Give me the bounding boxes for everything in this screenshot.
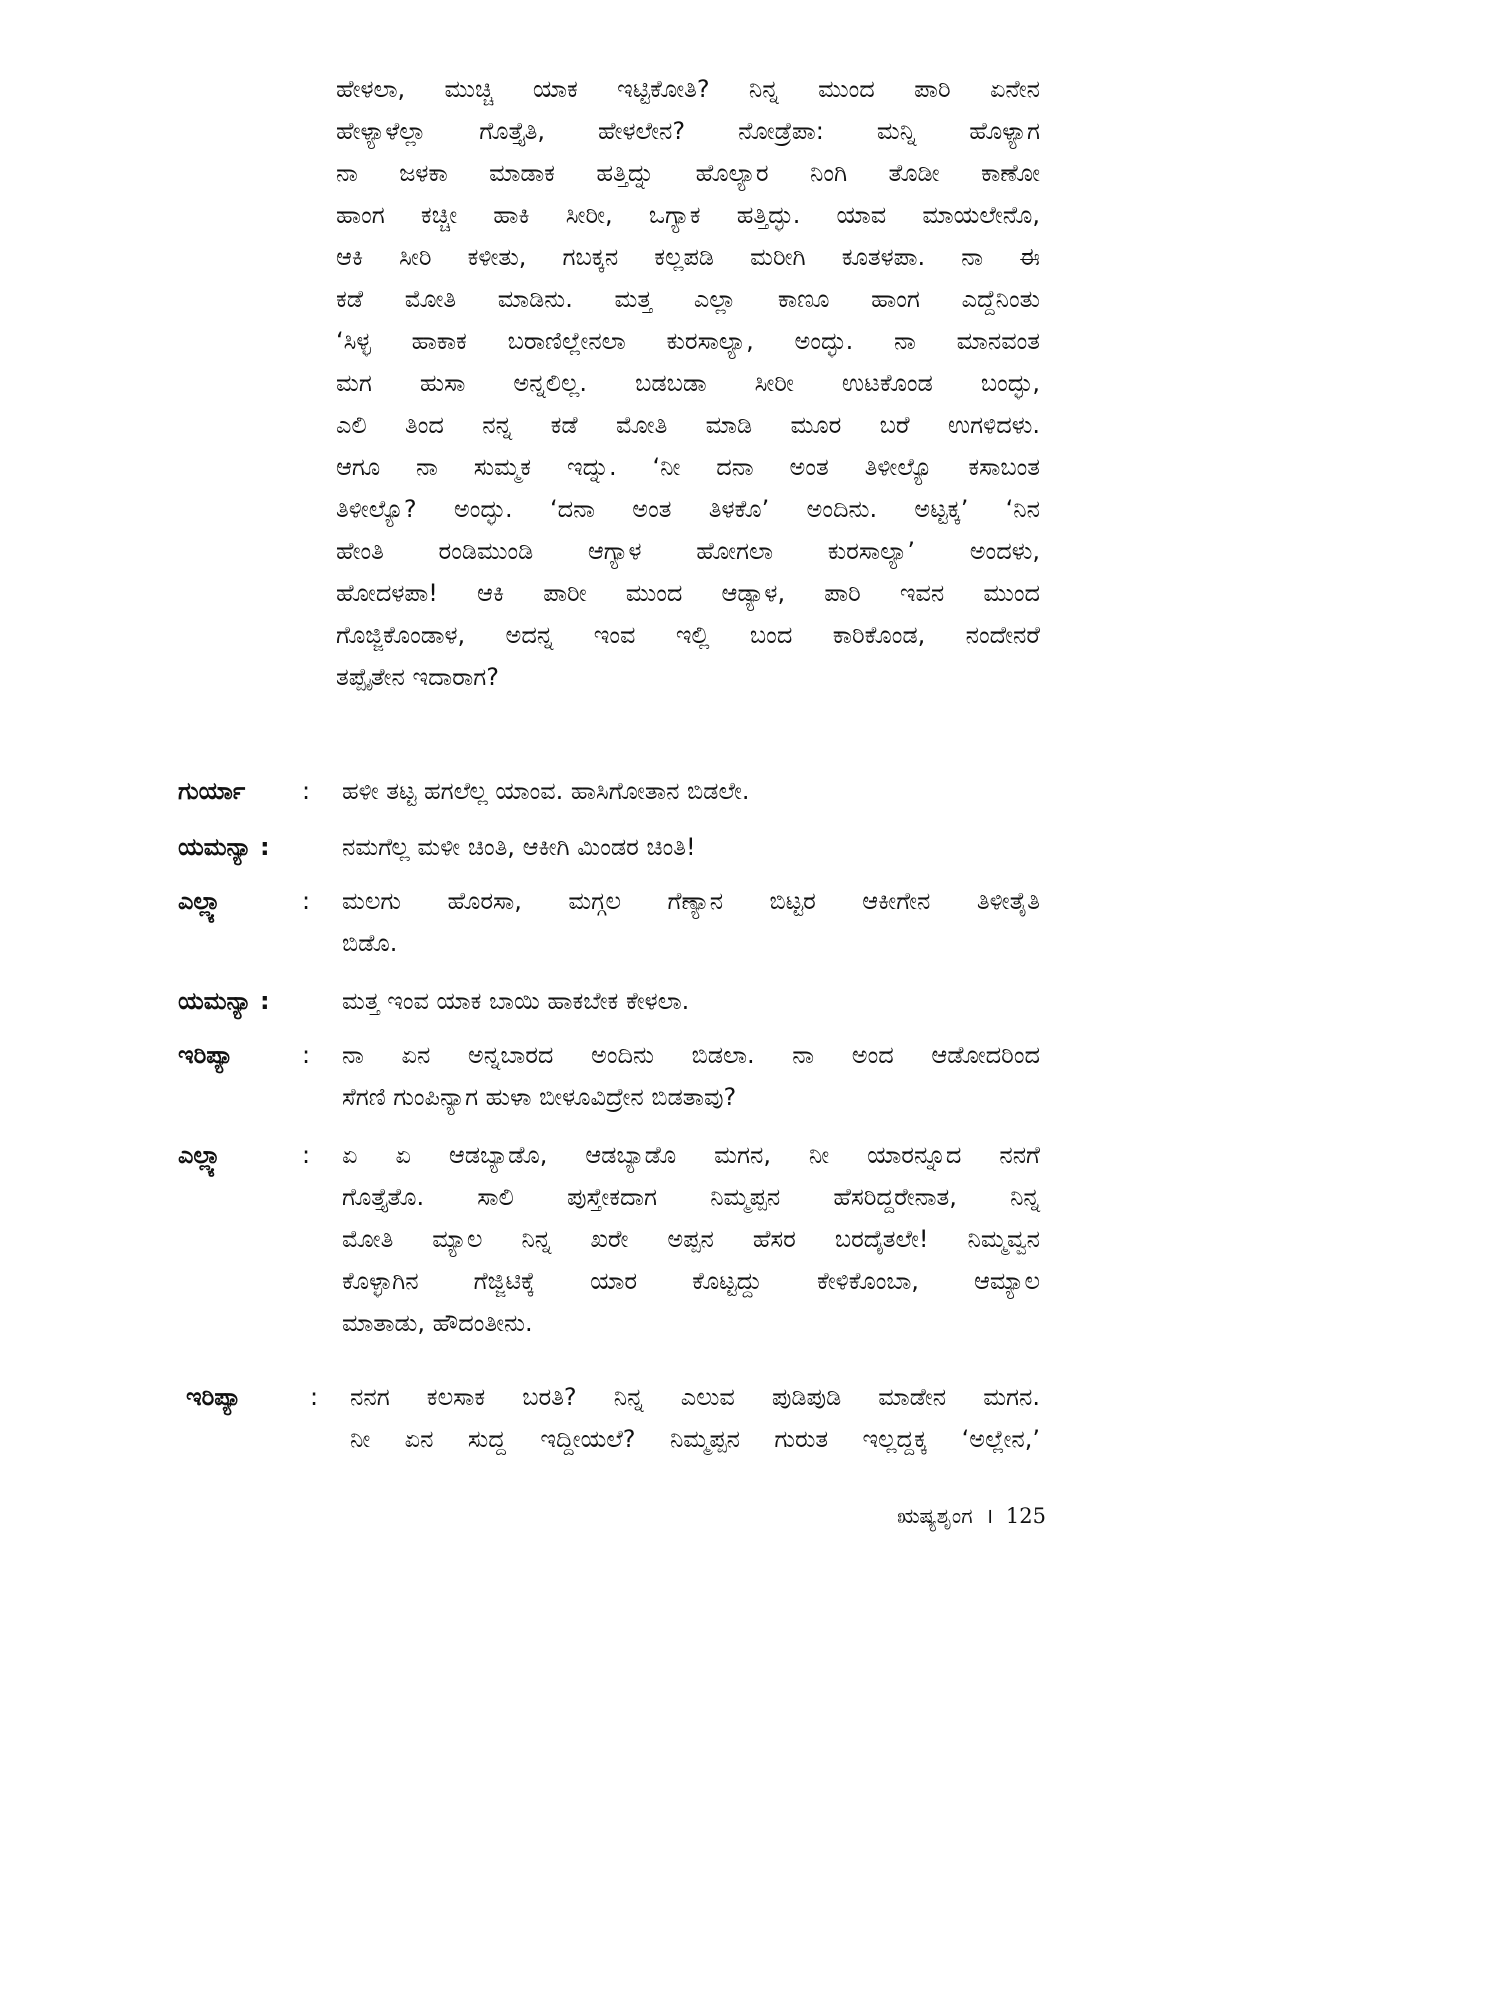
speaker-name: ಇರಿಪ್ಯಾ xyxy=(178,1041,234,1069)
speaker-colon: : xyxy=(302,1141,311,1169)
text-line: ನನಗ ಕಲಸಾಕ ಬರತಿ? ನಿನ್ನ ಎಲುವ ಪುಡಿಪುಡಿ ಮಾಡೇನ ಮಗನ. xyxy=(350,1383,1040,1411)
text-line: ಕೊಳ್ಳಾಗಿನ ಗೆಜ್ಜಿಟಿಕ್ಕೆ ಯಾರ ಕೊಟ್ಟದ್ದು ಕೇಳಿಕೊಂಬಾ, ಆಮ್ಯಾಲ xyxy=(342,1267,1040,1295)
text-line: ಹೇಳ್ಯಾಳೆಲ್ಲಾ ಗೊತ್ತೈತಿ, ಹೇಳಲೇನ? ನೋಡ್ರೆಪಾ: ಮನ್ನಿ ಹೊಳ್ಯಾಗ xyxy=(336,117,1040,145)
text-line: ಬಿಡೊ. xyxy=(342,929,398,957)
speech-text xyxy=(342,1134,1040,1344)
continued-speech xyxy=(336,68,1040,698)
speech-text xyxy=(342,826,1040,868)
speech-text xyxy=(342,1034,1040,1118)
text-line: ಆಕಿ ಸೀರಿ ಕಳೀತು, ಗಬಕ್ಕನ ಕಲ್ಲಪಡಿ ಮರೀಗಿ ಕೂತಳಪಾ. ನಾ ಈ xyxy=(336,243,1040,271)
text-line: ಗೊಜ್ಜಿಕೊಂಡಾಳ, ಅದನ್ನ ಇಂವ ಇಲ್ಲಿ ಬಂದ ಕಾರಿಕೊಂಡ, ನಂದೇನರೆ xyxy=(336,621,1040,649)
text-line: ಹೇಂತಿ ರಂಡಿಮುಂಡಿ ಆಗ್ಯಾಳ ಹೋಗಲಾ ಕುರಸಾಲ್ಯಾ’ ಅಂದಳು, xyxy=(336,537,1040,565)
speech-text xyxy=(350,1376,1040,1460)
text-line: ಹೇಳಲಾ, ಮುಚ್ಚಿ ಯಾಕ ಇಟ್ಟಿಕೋತಿ? ನಿನ್ನ ಮುಂದ ಪಾರಿ ಏನೇನ xyxy=(336,75,1040,103)
speech-text xyxy=(342,880,1040,964)
text-line: ತಪ್ಪೈತೇನ ಇದಾರಾಗ? xyxy=(336,663,499,691)
speaker-name: ಎಲ್ಲ್ಯಾ xyxy=(178,887,225,915)
footer-separator: । xyxy=(985,1504,994,1528)
text-line: ಕಡೆ ಮೋತಿ ಮಾಡಿನು. ಮತ್ತ ಎಲ್ಲಾ ಕಾಣೂ ಹಾಂಗ ಎದ್ದೆನಿಂತು xyxy=(336,285,1040,313)
speech-text xyxy=(342,770,1040,812)
speaker-name: ಗುರ್ಯಾ xyxy=(178,777,246,805)
text-line: ಹಳೀ ತಟ್ಟ ಹಗಲೆಲ್ಲ ಯಾಂವ. ಹಾಸಿಗೋತಾನ ಬಿಡಲೇ. xyxy=(342,777,750,805)
text-line: ಆಗೂ ನಾ ಸುಮ್ಮಕ ಇದ್ನು. ‘ನೀ ದನಾ ಅಂತ ತಿಳೀಲ್ಯೊ ಕಸಾಬಂತ xyxy=(336,453,1040,481)
text-line: ನಾ ಜಳಕಾ ಮಾಡಾಕ ಹತ್ತಿದ್ನು ಹೊಲ್ಯಾರ ನಿಂಗಿ ತೊಡೀ ಕಾಣೋ xyxy=(336,159,1040,187)
speaker-colon: : xyxy=(302,887,311,915)
text-line: ನಾ ಏನ ಅನ್ನಬಾರದ ಅಂದಿನು ಬಿಡಲಾ. ನಾ ಅಂದ ಆಡೋದರಿಂದ xyxy=(342,1041,1040,1069)
text-line: ಮಾತಾಡು, ಹೌದಂತೀನು. xyxy=(342,1309,533,1337)
text-line: ಮಲಗು ಹೊರಸಾ, ಮಗ್ಗಲ ಗೆಣ್ಯಾನ ಬಿಟ್ಟರ ಆಕೀಗೇನ ತಿಳೀತೈತಿ xyxy=(342,887,1040,915)
text-line: ತಿಳೀಲ್ಯೊ? ಅಂದ್ಳು. ‘ದನಾ ಅಂತ ತಿಳಕೊ’ ಅಂದಿನು. ಅಟ್ಟಕ್ಕ’ ‘ನಿನ xyxy=(336,495,1040,523)
speaker-name: ಇರಿಪ್ಯಾ xyxy=(186,1383,242,1411)
speech-text xyxy=(342,980,1040,1022)
text-line: ಸೆಗಣಿ ಗುಂಪಿನ್ಯಾಗ ಹುಳಾ ಬೀಳೂವಿದ್ರೇನ ಬಿಡತಾವು? xyxy=(342,1083,737,1111)
text-line: ಮಗ ಹುಸಾ ಅನ್ನಲಿಲ್ಲ. ಬಡಬಡಾ ಸೀರೀ ಉಟಕೊಂಡ ಬಂದ್ಳು, xyxy=(336,369,1040,397)
speaker-name: ಯಮನ್ಯಾ : xyxy=(178,833,270,861)
running-title: ಋಷ್ಯಶೃಂಗ xyxy=(897,1504,973,1528)
speaker-colon: : xyxy=(310,1383,319,1411)
speaker-colon: : xyxy=(302,1041,311,1069)
text-line: ಹೋದಳಪಾ! ಆಕಿ ಪಾರೀ ಮುಂದ ಆಡ್ಯಾಳ, ಪಾರಿ ಇವನ ಮುಂದ xyxy=(336,579,1040,607)
text-line: ಏ ಏ ಆಡಬ್ಯಾಡೊ, ಆಡಬ್ಯಾಡೊ ಮಗನ, ನೀ ಯಾರನ್ನೂದ ನನಗೆ xyxy=(342,1141,1040,1169)
text-line: ಗೊತ್ತೈತೊ. ಸಾಲಿ ಪುಸ್ತೇಕದಾಗ ನಿಮ್ಮಪ್ಪನ ಹೆಸರಿದ್ದರೇನಾತ, ನಿನ್ನ xyxy=(342,1183,1040,1211)
speaker-name: ಎಲ್ಲ್ಯಾ xyxy=(178,1141,225,1169)
text-line: ನಮಗೆಲ್ಲ ಮಳೀ ಚಿಂತಿ, ಆಕೀಗಿ ಮಿಂಡರ ಚಿಂತಿ! xyxy=(342,833,696,861)
text-line: ಎಲಿ ತಿಂದ ನನ್ನ ಕಡೆ ಮೋತಿ ಮಾಡಿ ಮೂರ ಬರೆ ಉಗಳಿದಳು. xyxy=(336,411,1040,439)
text-line: ಮತ್ತ ಇಂವ ಯಾಕ ಬಾಯಿ ಹಾಕಬೇಕ ಕೇಳಲಾ. xyxy=(342,987,690,1015)
text-line: ನೀ ಏನ ಸುದ್ದ ಇದ್ದೀಯಲೆ? ನಿಮ್ಮಪ್ಪನ ಗುರುತ ಇಲ್ಲದ್ದಕ್ಕ ‘ಅಲ್ಲೇನ,’ xyxy=(350,1425,1040,1453)
speaker-colon: : xyxy=(302,777,311,805)
text-line: ‘ಸಿಳ್ಳ ಹಾಕಾಕ ಬರಾಣಿಲ್ಲೇನಲಾ ಕುರಸಾಲ್ಯಾ, ಅಂದ್ಳು. ನಾ ಮಾನವಂತ xyxy=(336,327,1040,355)
page-footer xyxy=(891,1502,1046,1530)
text-line: ಹಾಂಗ ಕಚ್ಚೀ ಹಾಕಿ ಸೀರೀ, ಒಗ್ಯಾಕ ಹತ್ತಿದ್ಳು. ಯಾವ ಮಾಯಲೇನೊ, xyxy=(336,201,1040,229)
speaker-name: ಯಮನ್ಯಾ : xyxy=(178,987,270,1015)
page-number: 125 xyxy=(1005,1504,1046,1528)
text-line: ಮೋತಿ ಮ್ಯಾಲ ನಿನ್ನ ಖರೇ ಅಪ್ಪನ ಹೆಸರ ಬರದೈತಲೇ! ನಿಮ್ಮವ್ವನ xyxy=(342,1225,1040,1253)
